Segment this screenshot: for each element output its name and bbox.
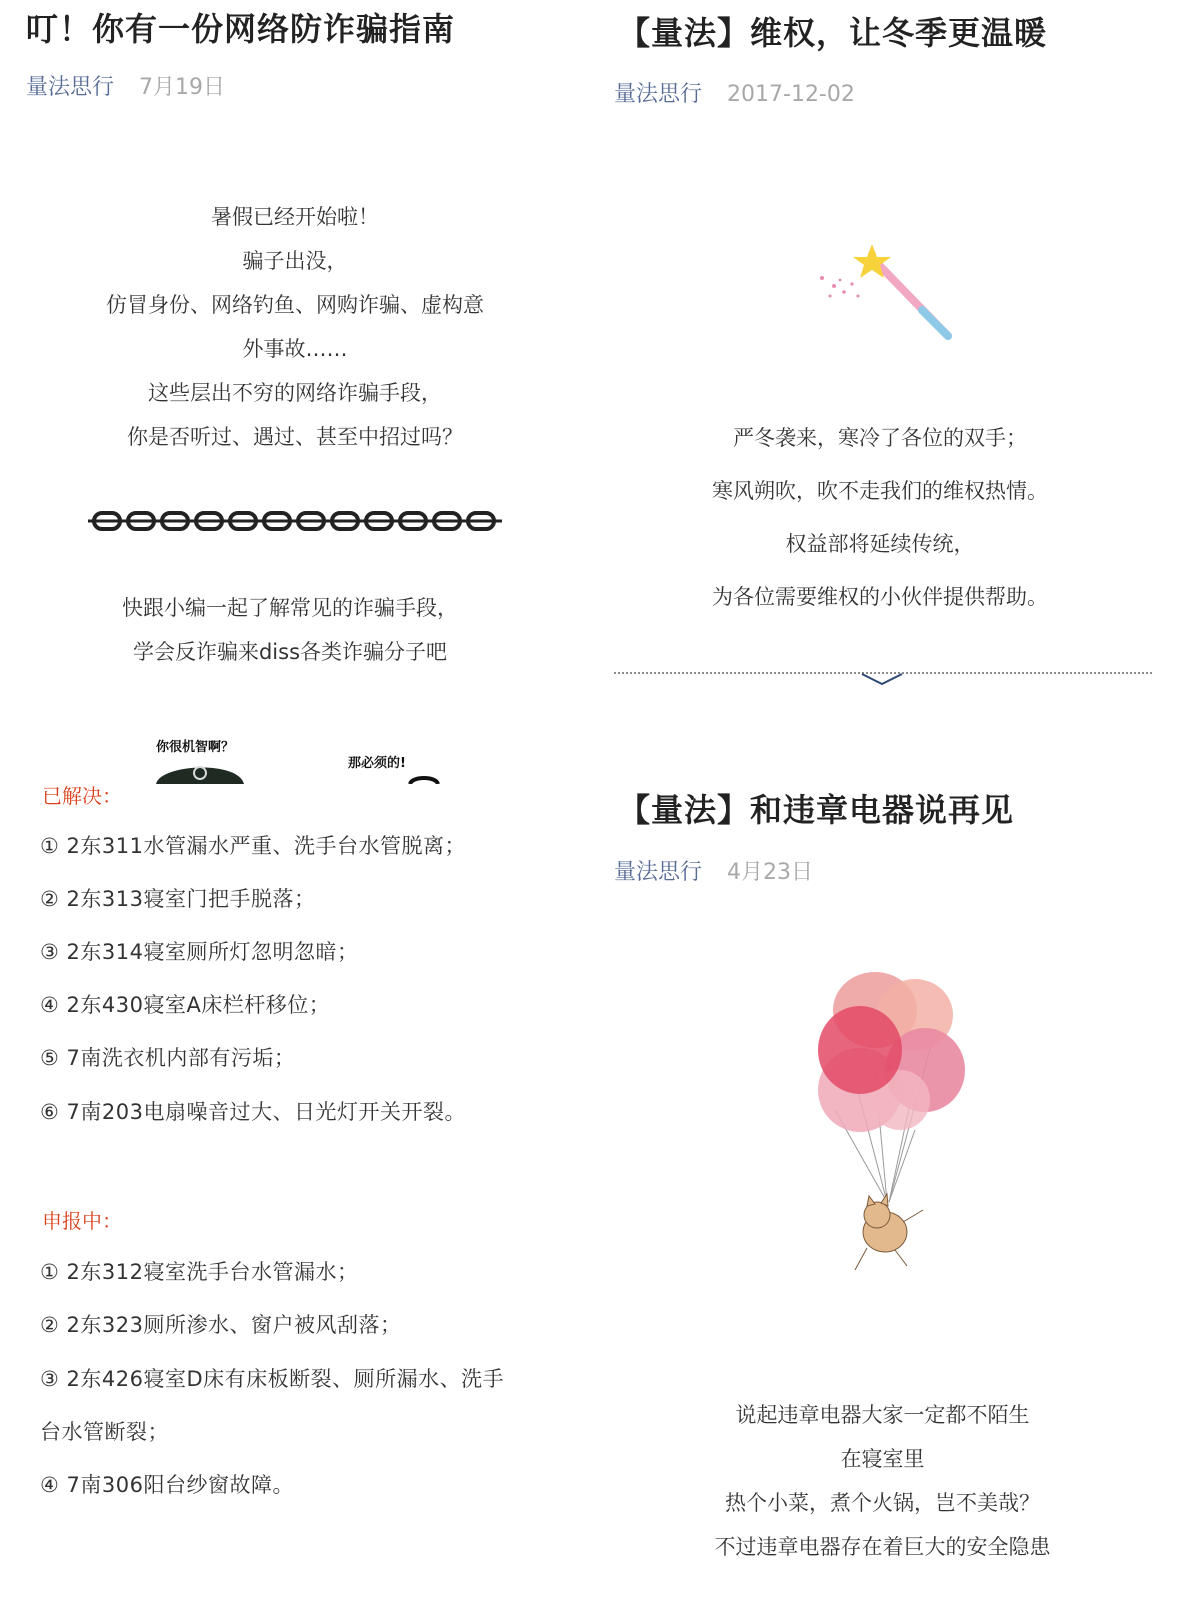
body-line: 不过违章电器存在着巨大的安全隐患	[714, 1535, 1051, 1559]
intro-line: 这些层出不穷的网络诈骗手段，	[148, 381, 442, 405]
resolved-item: ⑥ 7南203电扇噪音过大、日光灯开关开裂。	[40, 1100, 466, 1124]
resolved-item: ③ 2东314寝室厕所灯忽明忽暗；	[40, 940, 359, 964]
right-article-panel	[600, 0, 1200, 1598]
publish-date: 7月19日	[139, 75, 226, 100]
intro-line: 骗子出没，	[242, 249, 348, 273]
cartoon-strip	[120, 730, 460, 784]
body-line: 权益部将延续传统，	[785, 532, 975, 556]
reporting-item: 台水管断裂；	[40, 1420, 169, 1444]
left-article-panel	[0, 0, 580, 1598]
police-cap-icon	[120, 730, 460, 784]
body-line: 快跟小编一起了解常见的诈骗手段，	[122, 596, 458, 620]
chain-divider-icon	[88, 508, 502, 534]
reporting-item: ③ 2东426寝室D床有床板断裂、厕所漏水、洗手	[40, 1367, 505, 1391]
body-line: 寒风朔吹，吹不走我们的维权热情。	[712, 479, 1048, 503]
intro-line: 外事故……	[242, 337, 348, 361]
article2-body	[600, 1393, 1165, 1569]
body-line: 学会反诈骗来diss各类诈骗分子吧	[132, 640, 448, 664]
article-meta	[614, 855, 813, 886]
publish-date: 2017-12-02	[727, 82, 855, 107]
body-line: 严冬袭来，寒冷了各位的双手；	[733, 426, 1027, 450]
body-line: 热个小菜，煮个火锅，岂不美哉？	[725, 1491, 1040, 1515]
reporting-label: 申报中：	[42, 1209, 122, 1233]
article-title[interactable]: 叮！你有一份网络防诈骗指南	[26, 10, 456, 48]
resolved-item: ④ 2东430寝室A床栏杆移位；	[40, 993, 331, 1017]
article-meta	[614, 77, 855, 108]
intro-line: 仿冒身份、网络钓鱼、网购诈骗、虚构意	[106, 293, 484, 317]
reporting-item: ② 2东323厕所渗水、窗户被风刮落；	[40, 1313, 402, 1337]
resolved-item: ② 2东313寝室门把手脱落；	[40, 887, 316, 911]
body-line: 说起违章电器大家一定都不陌生	[735, 1403, 1030, 1427]
author-link[interactable]: 量法思行	[614, 860, 703, 885]
article1-body	[600, 412, 1160, 624]
publish-date: 4月23日	[727, 860, 814, 885]
author-link[interactable]: 量法思行	[26, 75, 115, 100]
intro-text	[0, 195, 580, 459]
article-title[interactable]: 【量法】和违章电器说再见	[618, 791, 1015, 829]
balloons-cat-illustration	[795, 970, 975, 1300]
intro-line: 你是否听过、遇过、甚至中招过吗？	[127, 425, 463, 449]
speech-bubble-left: 你很机智啊？	[156, 740, 235, 755]
resolved-item: ① 2东311水管漏水严重、洗手台水管脱离；	[40, 834, 466, 858]
article-meta	[26, 70, 225, 101]
resolved-item: ⑤ 7南洗衣机内部有污垢；	[40, 1046, 296, 1070]
reporting-item: ④ 7南306阳台纱窗故障。	[40, 1473, 294, 1497]
article-title[interactable]: 【量法】维权，让冬季更温暖	[618, 14, 1048, 52]
body-line: 在寝室里	[840, 1447, 925, 1471]
after-chain-text	[0, 586, 580, 674]
speech-bubble-right: 那必须的!	[348, 756, 406, 771]
chevron-divider-icon	[614, 670, 1154, 690]
reporting-item: ① 2东312寝室洗手台水管漏水；	[40, 1260, 359, 1284]
author-link[interactable]: 量法思行	[614, 82, 703, 107]
magic-wand-icon	[810, 240, 960, 350]
resolved-label: 已解决：	[42, 784, 122, 808]
body-line: 为各位需要维权的小伙伴提供帮助。	[712, 585, 1048, 609]
intro-line: 暑假已经开始啦！	[211, 205, 379, 229]
